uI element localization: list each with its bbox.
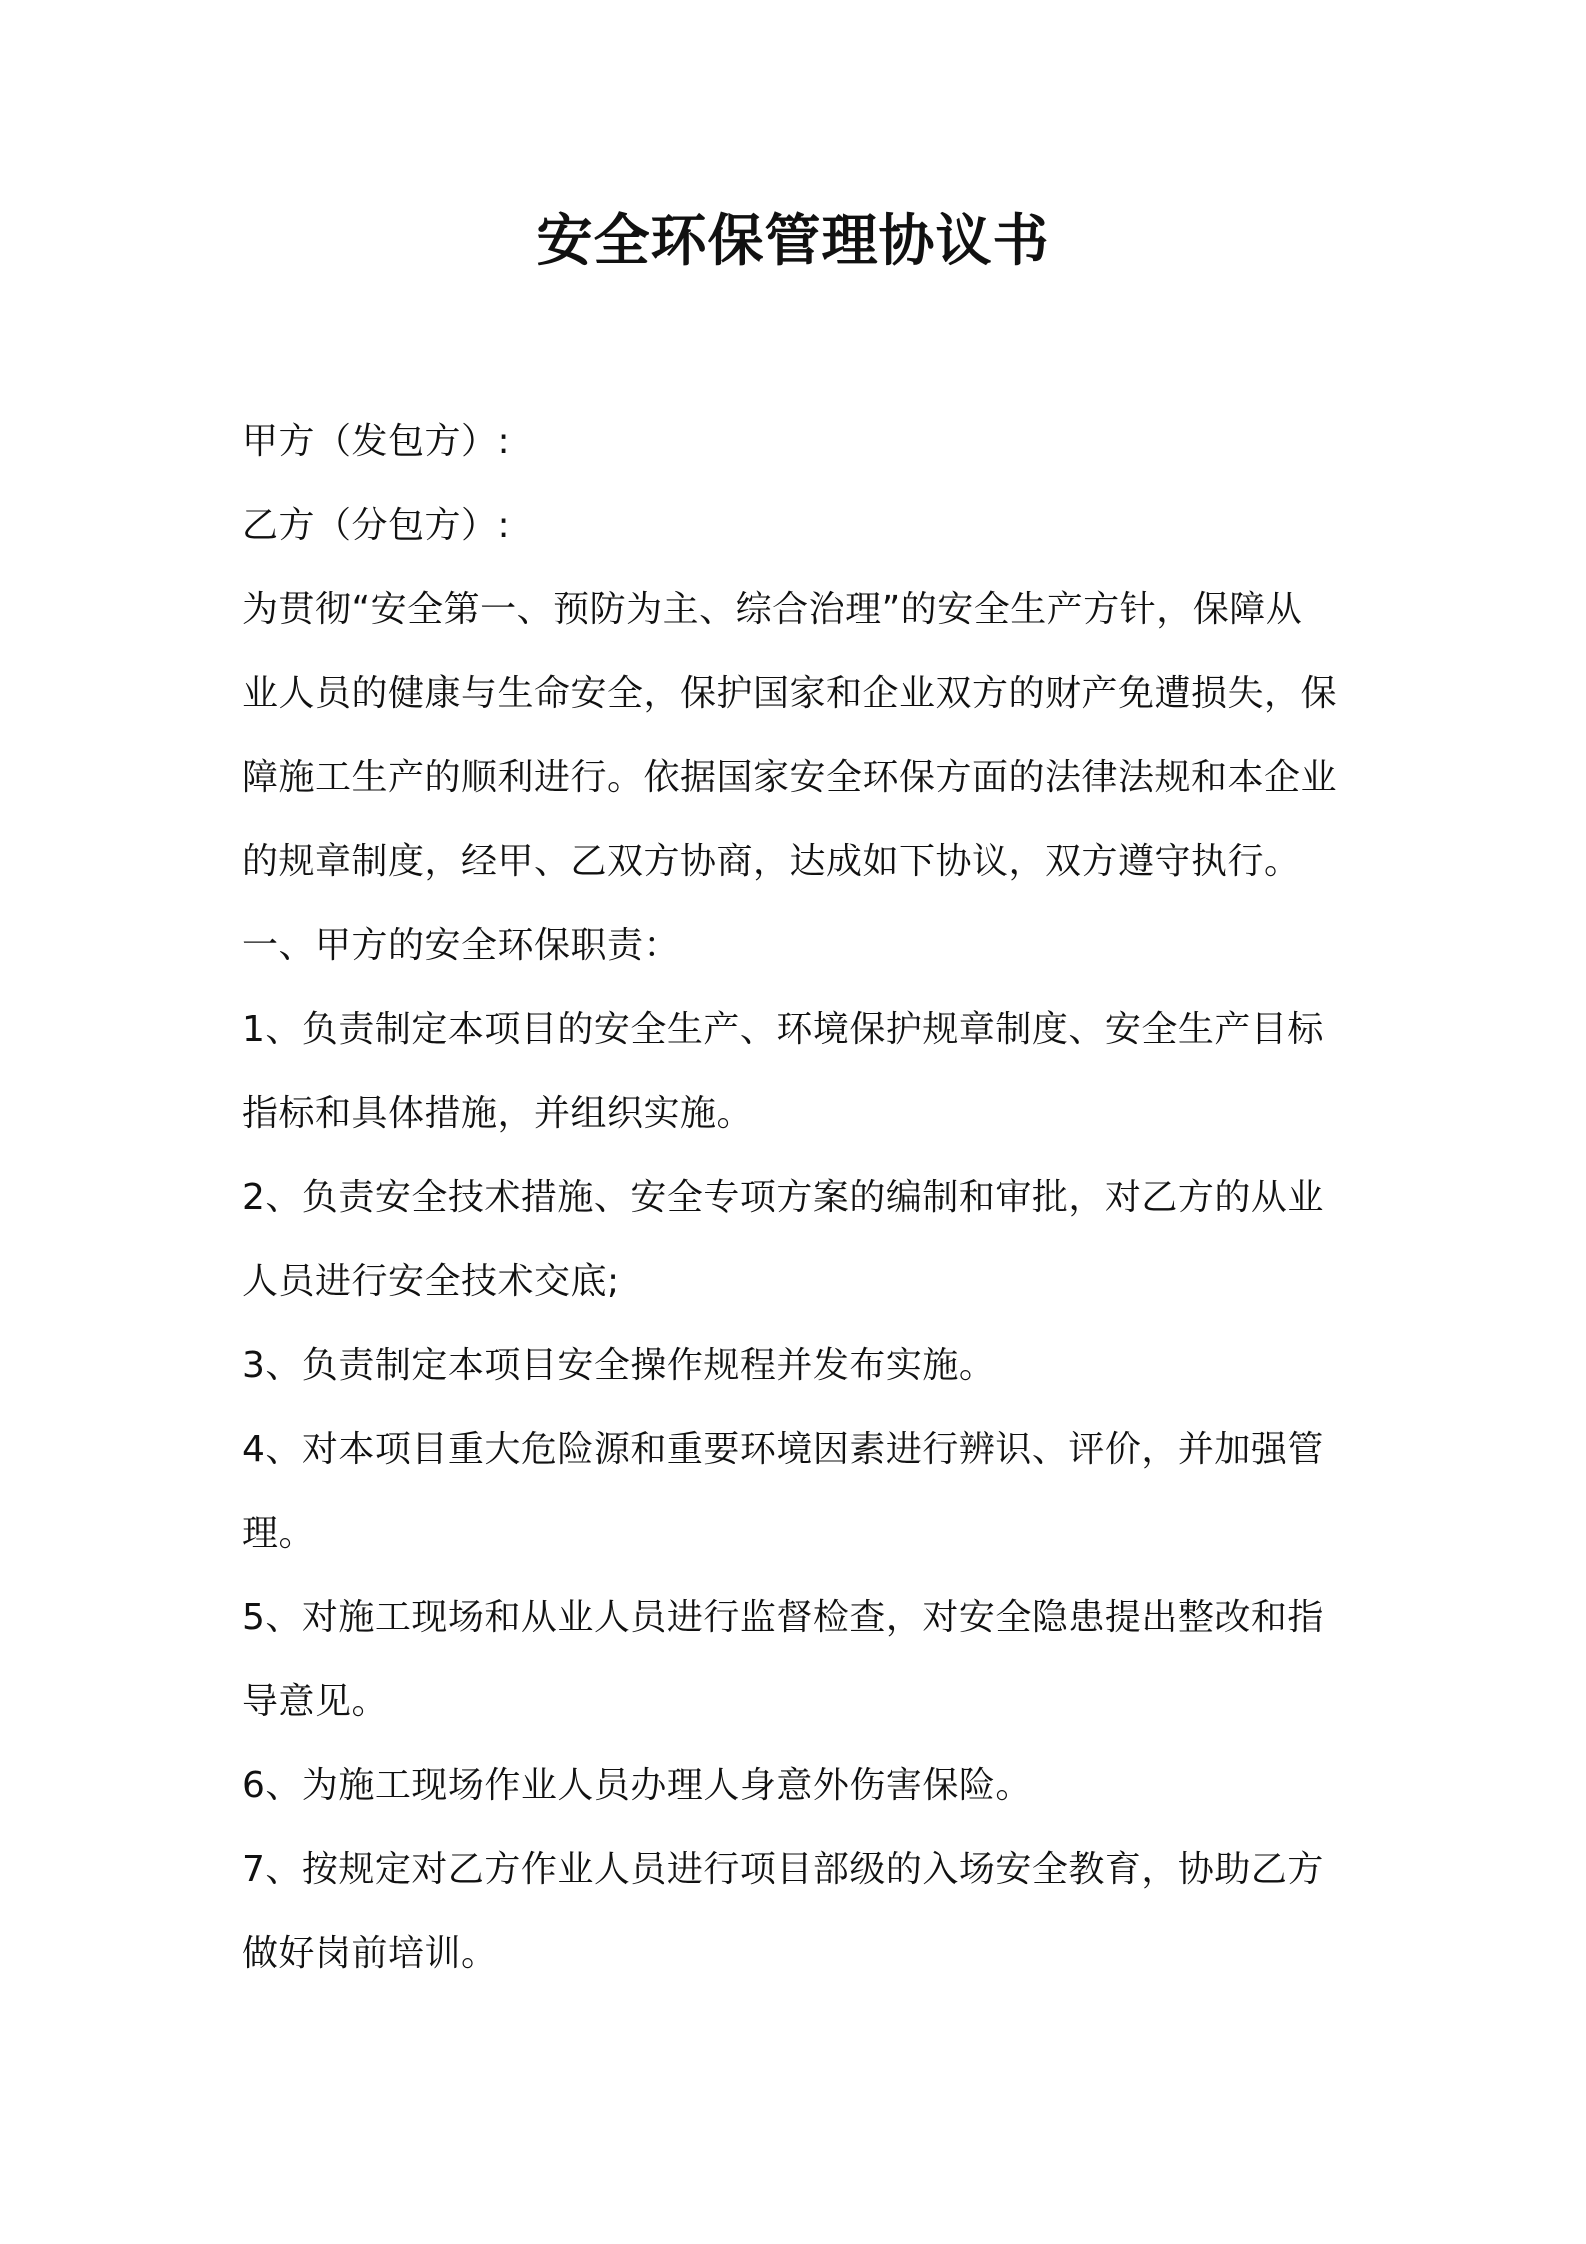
preamble-line: 障施工生产的顺利进行。依据国家安全环保方面的法律法规和本企业 xyxy=(242,757,1338,798)
clause-5-line: 导意见。 xyxy=(242,1681,389,1722)
document-body xyxy=(242,400,1350,1996)
clause-4-line: 理。 xyxy=(242,1513,316,1554)
clause-4-line: 4、对本项目重大危险源和重要环境因素进行辨识、评价，并加强管 xyxy=(242,1429,1324,1470)
preamble-line: 业人员的健康与生命安全，保护国家和企业双方的财产免遭损失，保 xyxy=(242,673,1338,714)
clause-3-line: 3、负责制定本项目安全操作规程并发布实施。 xyxy=(242,1345,996,1386)
clause-2-line: 人员进行安全技术交底; xyxy=(242,1261,620,1302)
clause-5-line: 5、对施工现场和从业人员进行监督检查，对安全隐患提出整改和指 xyxy=(242,1597,1324,1638)
party-b-line: 乙方（分包方）: xyxy=(242,505,511,546)
preamble-line: 的规章制度，经甲、乙双方协商，达成如下协议，双方遵守执行。 xyxy=(242,841,1301,882)
clause-2-line: 2、负责安全技术措施、安全专项方案的编制和审批，对乙方的从业 xyxy=(242,1177,1324,1218)
preamble-line: 为贯彻“安全第一、预防为主、综合治理”的安全生产方针，保障从 xyxy=(242,589,1303,630)
clause-1-line: 1、负责制定本项目的安全生产、环境保护规章制度、安全生产目标 xyxy=(242,1009,1324,1050)
clause-7-line: 7、按规定对乙方作业人员进行项目部级的入场安全教育，协助乙方 xyxy=(242,1849,1324,1890)
clause-7-line: 做好岗前培训。 xyxy=(242,1933,498,1974)
clause-1-line: 指标和具体措施，并组织实施。 xyxy=(242,1093,754,1134)
party-a-line: 甲方（发包方）: xyxy=(242,421,511,462)
clause-6-line: 6、为施工现场作业人员办理人身意外伤害保险。 xyxy=(242,1765,1032,1806)
section-heading: 一、甲方的安全环保职责： xyxy=(242,925,681,966)
document-title: 安全环保管理协议书 xyxy=(536,209,1050,274)
